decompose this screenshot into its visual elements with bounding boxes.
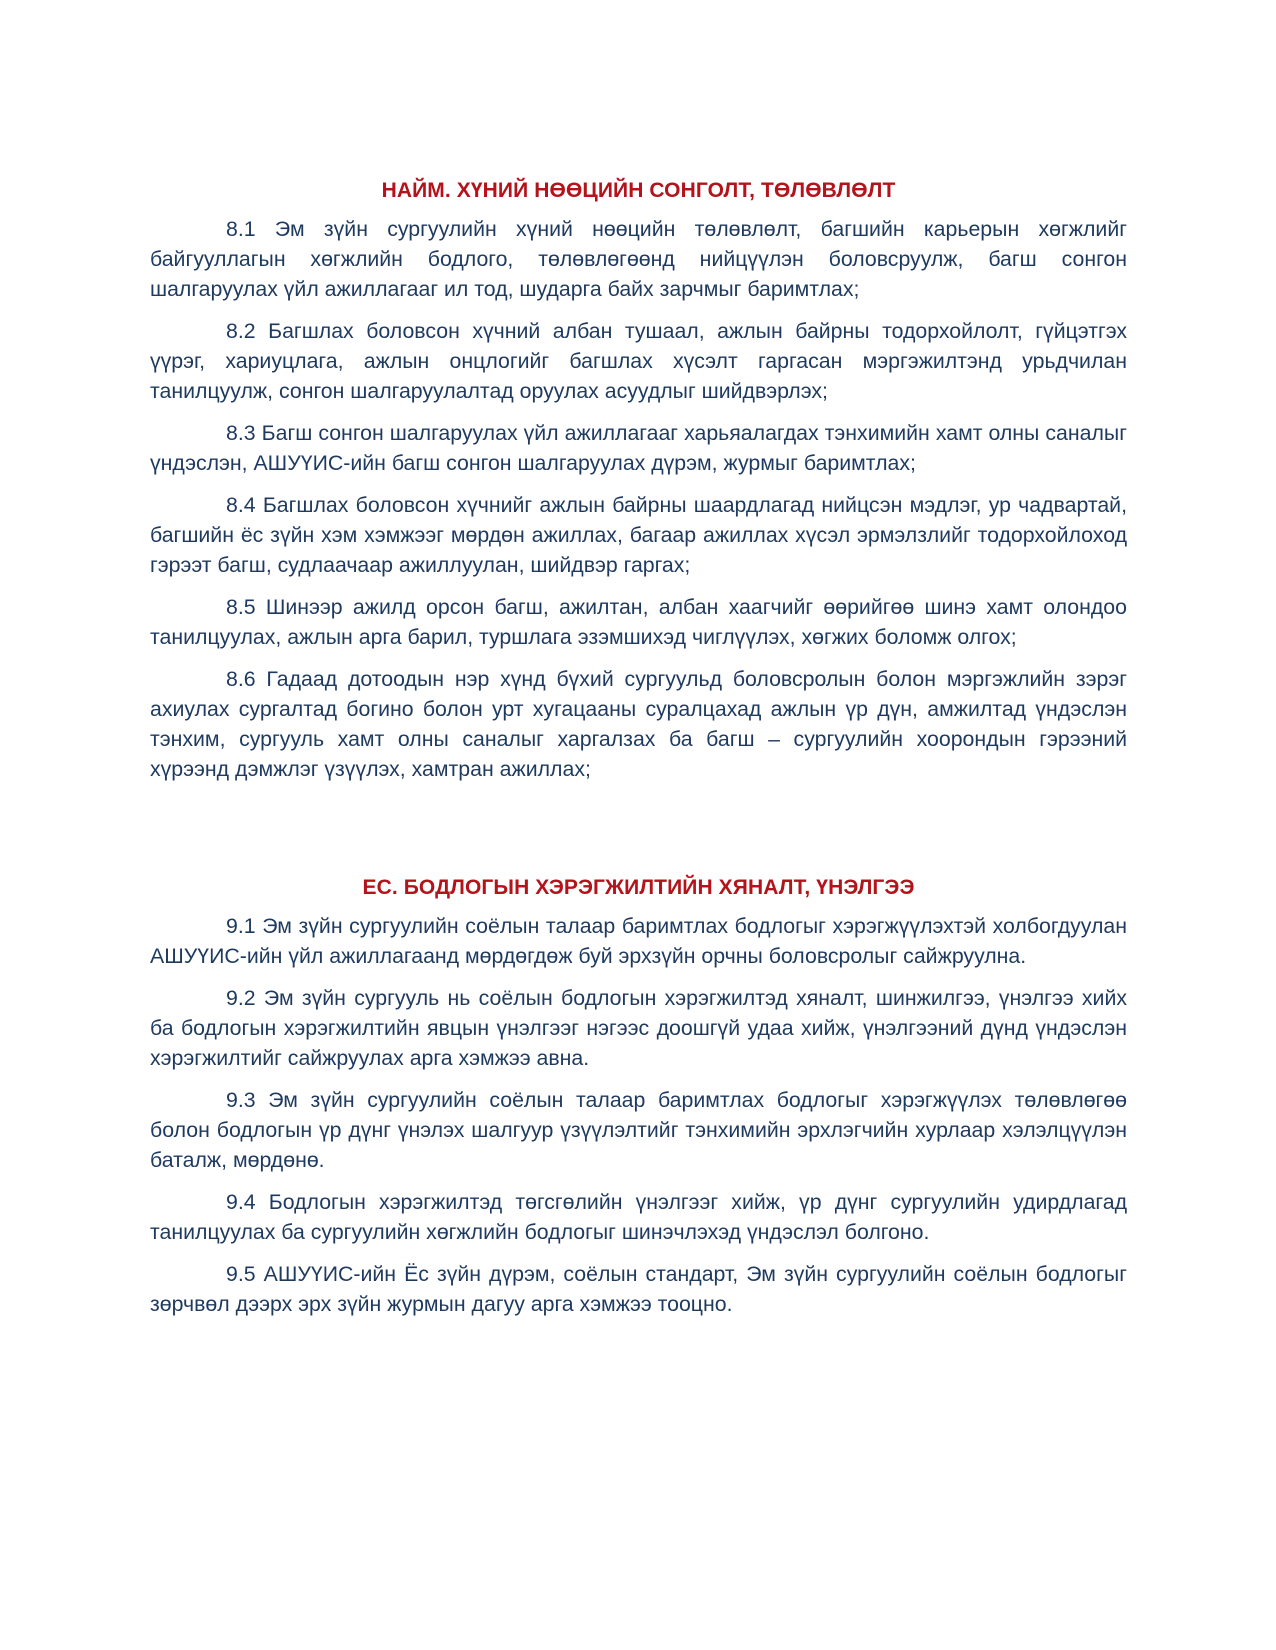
- paragraph-8-5: 8.5 Шинээр ажилд орсон багш, ажилтан, албан хаагчийг өөрийгөө шинэ хамт олондоо танилцуулах, ажлын арга барил, туршлага эзэмшихэд чиглүүлэх, хөгжих боломж олгох;: [150, 595, 1127, 649]
- section-heading: ЕС. БОДЛОГЫН ХЭРЭГЖИЛТИЙН ХЯНАЛТ, ҮНЭЛГЭЭ: [362, 876, 915, 899]
- paragraph-8-2: 8.2 Багшлах боловсон хүчний албан тушаал, ажлын байрны тодорхойлолт, гүйцэтгэх үүрэг, хариуцлага, ажлын онцлогийг багшлах хүсэлт гаргасан мэргэжилтэнд урьдчилан танилцуулж, сонгон шалгаруулалтад оруулах асуудлыг шийдвэрлэх;: [150, 319, 1127, 403]
- section-hr-selection-planning: [150, 176, 1127, 796]
- paragraph-9-2: 9.2 Эм зүйн сургууль нь соёлын бодлогын хэрэгжилтэд хяналт, шинжилгээ, үнэлгээ хийх ба бодлогын хэрэгжилтийн явцын үнэлгээг нэгээс доошгүй удаа хийж, үнэлгээний дүнд үндэслэн хэрэгжилтийг сайжруулах арга хэмжээ авна.: [150, 986, 1127, 1070]
- section-heading: НАЙМ. ХҮНИЙ НӨӨЦИЙН СОНГОЛТ, ТӨЛӨВЛӨЛТ: [381, 179, 896, 202]
- paragraph-8-4: 8.4 Багшлах боловсон хүчнийг ажлын байрны шаардлагад нийцсэн мэдлэг, ур чадвартай, багшийн ёс зүйн хэм хэмжээг мөрдөн ажиллах, багаар ажиллах хүсэл эрмэлзлийг тодорхойлоход гэрээт багш, судлаачаар ажиллуулан, шийдвэр гаргах;: [150, 493, 1127, 577]
- paragraph-9-3: 9.3 Эм зүйн сургуулийн соёлын талаар баримтлах бодлогыг хэрэгжүүлэх төлөвлөгөө болон бодлогын үр дүнг үнэлэх шалгуур үзүүлэлтийг тэнхимийн эрхлэгчийн хурлаар хэлэлцүүлэн баталж, мөрдөнө.: [150, 1088, 1127, 1172]
- section-policy-monitoring-evaluation: [150, 873, 1127, 1331]
- paragraph-8-3: 8.3 Багш сонгон шалгаруулах үйл ажиллагааг харьяалагдах тэнхимийн хамт олны саналыг үндэслэн, АШУҮИС-ийн багш сонгон шалгаруулах дүрэм, журмыг баримтлах;: [150, 421, 1127, 475]
- paragraph-8-6: 8.6 Гадаад дотоодын нэр хүнд бүхий сургуульд боловсролын болон мэргэжлийн зэрэг ахиулах сургалтад богино болон урт хугацааны суралцахад ажлын үр дүн, амжилтад үндэслэн тэнхим, сургууль хамт олны саналыг харгалзах ба багш – сургуулийн хоорондын гэрээний хүрээнд дэмжлэг үзүүлэх, хамтран ажиллах;: [150, 667, 1127, 781]
- paragraph-9-1: 9.1 Эм зүйн сургуулийн соёлын талаар баримтлах бодлогыг хэрэгжүүлэхтэй холбогдуулан АШУҮИС-ийн үйл ажиллагаанд мөрдөгдөж буй эрхзүйн орчны боловсролыг сайжруулна.: [150, 914, 1127, 968]
- paragraph-9-4: 9.4 Бодлогын хэрэгжилтэд төгсгөлийн үнэлгээг хийж, үр дүнг сургуулийн удирдлагад танилцуулах ба сургуулийн хөгжлийн бодлогыг шинэчлэхэд үндэслэл болгоно.: [150, 1190, 1127, 1244]
- paragraph-8-1: 8.1 Эм зүйн сургуулийн хүний нөөцийн төлөвлөлт, багшийн карьерын хөгжлийг байгууллагын хөгжлийн бодлого, төлөвлөгөөнд нийцүүлэн боловсруулж, багш сонгон шалгаруулах үйл ажиллагааг ил тод, шударга байх зарчмыг баримтлах;: [150, 217, 1127, 301]
- paragraph-9-5: 9.5 АШУҮИС-ийн Ёс зүйн дүрэм, соёлын стандарт, Эм зүйн сургуулийн соёлын бодлогыг зөрчвөл дээрх эрх зүйн журмын дагуу арга хэмжээ тооцно.: [150, 1262, 1127, 1316]
